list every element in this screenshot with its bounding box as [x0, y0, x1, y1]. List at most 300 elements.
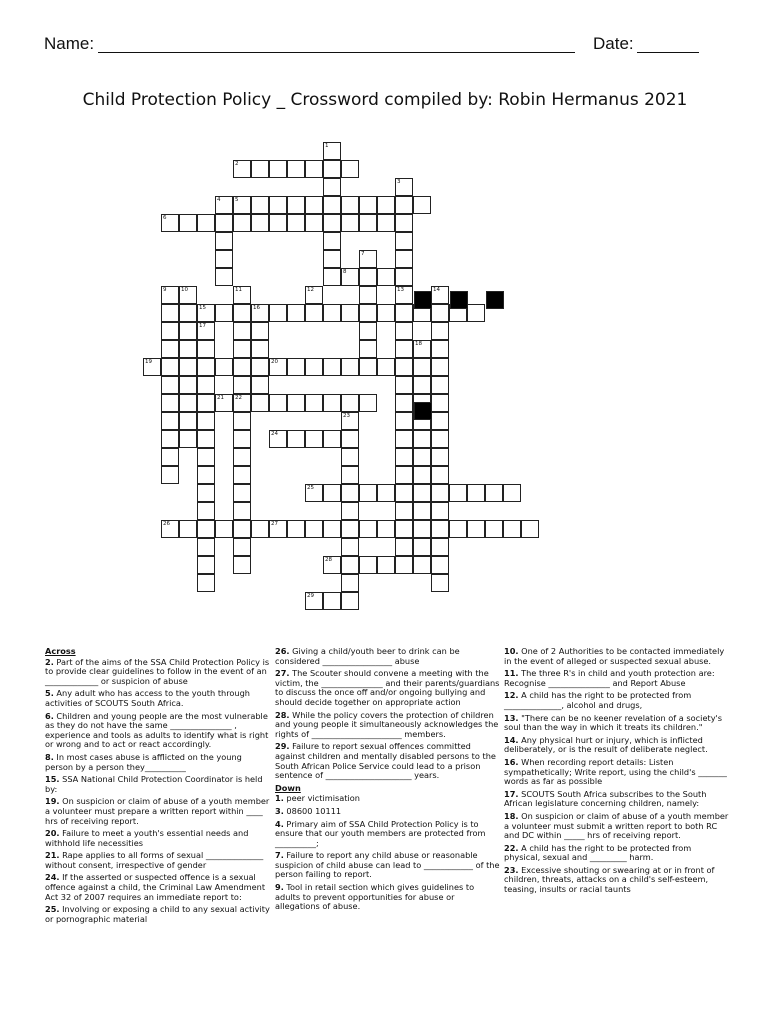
crossword-cell[interactable]: [341, 448, 359, 466]
crossword-cell[interactable]: [431, 502, 449, 520]
crossword-cell[interactable]: [341, 592, 359, 610]
crossword-cell[interactable]: [215, 304, 233, 322]
clue-item: [275, 669, 500, 707]
crossword-cell[interactable]: [305, 394, 323, 412]
clue-list: [504, 647, 729, 895]
crossword-cell[interactable]: [233, 538, 251, 556]
clue-text: If the asserted or suspected offence is a sexual offence against a child, the Criminal Law Amendment Act 32 of 2007 requires an immediate report to:: [45, 872, 266, 902]
crossword-cell[interactable]: [287, 214, 305, 232]
crossword-cell[interactable]: [431, 466, 449, 484]
clue-text: Rape applies to all forms of sexual ______________ without consent, irrespective of gender: [45, 850, 264, 870]
clue-number: 14.: [504, 734, 519, 745]
crossword-cell[interactable]: [251, 214, 269, 232]
crossword-cell[interactable]: [341, 574, 359, 592]
crossword-cell[interactable]: [449, 484, 467, 502]
crossword-cell[interactable]: [233, 520, 251, 538]
crossword-cell[interactable]: [251, 376, 269, 394]
crossword-cell[interactable]: [269, 160, 287, 178]
crossword-cell[interactable]: [323, 250, 341, 268]
cell-number: 25: [307, 485, 314, 491]
crossword-cell[interactable]: [359, 268, 377, 286]
crossword-cell[interactable]: [323, 196, 341, 214]
down-clues-column-3: [504, 647, 729, 898]
cell-number: 14: [433, 287, 440, 293]
crossword-cell[interactable]: [503, 484, 521, 502]
clue-text: On suspicion or claim of abuse of a youth member a volunteer must prepare a written report within ____ hrs of receiving report.: [45, 796, 270, 826]
crossword-cell[interactable]: [395, 340, 413, 358]
clue-item: [504, 758, 729, 787]
crossword-cell[interactable]: [323, 430, 341, 448]
crossword-cell[interactable]: [377, 304, 395, 322]
clue-number: 26.: [275, 646, 290, 656]
clue-item: [45, 689, 270, 708]
cell-number: 24: [271, 431, 278, 437]
cell-number: 11: [235, 287, 242, 293]
crossword-cell[interactable]: [431, 574, 449, 592]
crossword-cell[interactable]: [395, 502, 413, 520]
clue-text: Any adult who has access to the youth through activities of SCOUTS South Africa.: [45, 688, 250, 708]
clue-number: 21.: [45, 850, 60, 861]
crossword-cell[interactable]: [179, 358, 197, 376]
clue-number: 19.: [45, 796, 60, 807]
crossword-cell[interactable]: [413, 556, 431, 574]
crossword-cell[interactable]: [251, 196, 269, 214]
crossword-cell[interactable]: [395, 430, 413, 448]
crossword-cell[interactable]: [395, 322, 413, 340]
crossword-cell[interactable]: [341, 520, 359, 538]
crossword-cell[interactable]: [377, 520, 395, 538]
crossword-cell[interactable]: [215, 214, 233, 232]
clue-number: 23.: [504, 864, 519, 875]
crossword-cell[interactable]: [395, 214, 413, 232]
crossword-cell[interactable]: [161, 340, 179, 358]
clue-item: [504, 844, 729, 863]
crossword-cell[interactable]: [197, 214, 215, 232]
crossword-cell[interactable]: [197, 394, 215, 412]
crossword-cell[interactable]: [161, 430, 179, 448]
cell-number: 20: [271, 359, 278, 365]
clue-number: 4.: [275, 818, 284, 829]
crossword-cell[interactable]: [197, 430, 215, 448]
clue-item: [275, 807, 500, 817]
crossword-cell[interactable]: [359, 214, 377, 232]
crossword-cell[interactable]: [287, 358, 305, 376]
cell-number: 4: [217, 197, 221, 203]
crossword-cell[interactable]: [197, 340, 215, 358]
crossword-cell[interactable]: [179, 304, 197, 322]
crossword-cell[interactable]: [161, 412, 179, 430]
crossword-cell[interactable]: [485, 484, 503, 502]
cell-number: 5: [235, 197, 239, 203]
crossword-cell[interactable]: [395, 250, 413, 268]
crossword-cell[interactable]: [233, 448, 251, 466]
crossword-cell[interactable]: [413, 484, 431, 502]
crossword-cell[interactable]: [179, 412, 197, 430]
clue-number: 9.: [275, 882, 284, 893]
crossword-cell[interactable]: [431, 484, 449, 502]
cell-number: 16: [253, 305, 260, 311]
clue-item: [45, 851, 270, 870]
crossword-cell[interactable]: [305, 304, 323, 322]
clue-text: When recording report details: Listen sympathetically; Write report, using the child's _______ words as far as possible: [504, 756, 727, 787]
cell-number: 1: [325, 143, 329, 149]
crossword-cell[interactable]: [431, 538, 449, 556]
crossword-cell[interactable]: [359, 556, 377, 574]
crossword-cell[interactable]: [287, 304, 305, 322]
clue-item: [504, 691, 729, 710]
clue-item: [504, 714, 729, 733]
crossword-cell[interactable]: [197, 538, 215, 556]
clue-number: 15.: [45, 774, 60, 785]
crossword-cell[interactable]: [503, 520, 521, 538]
clue-number: 2.: [45, 656, 54, 667]
crossword-cell[interactable]: [233, 340, 251, 358]
clue-number: 13.: [504, 712, 519, 723]
clue-text: Failure to meet a youth's essential needs and withhold life necessities: [45, 828, 249, 848]
crossword-cell[interactable]: [161, 394, 179, 412]
crossword-cell[interactable]: [251, 322, 269, 340]
crossword-cell[interactable]: [413, 520, 431, 538]
clue-item: [45, 829, 270, 848]
clue-list: [275, 647, 500, 781]
crossword-cell[interactable]: [251, 394, 269, 412]
crossword-cell[interactable]: [341, 556, 359, 574]
crossword-cell[interactable]: [467, 484, 485, 502]
crossword-cell[interactable]: [395, 484, 413, 502]
crossword-cell[interactable]: [323, 178, 341, 196]
crossword-cell[interactable]: [431, 520, 449, 538]
clue-number: 25.: [45, 904, 60, 915]
cell-number: 27: [271, 521, 278, 527]
crossword-cell[interactable]: [323, 214, 341, 232]
crossword-cell[interactable]: [215, 520, 233, 538]
crossword-cell[interactable]: [377, 196, 395, 214]
crossword-cell[interactable]: [395, 520, 413, 538]
crossword-cell[interactable]: [521, 520, 539, 538]
crossword-cell[interactable]: [359, 196, 377, 214]
clue-text: SCOUTS South Africa subscribes to the South African legislature concerning children, namely:: [504, 788, 707, 809]
crossword-cell[interactable]: [323, 520, 341, 538]
clue-number: 17.: [504, 788, 519, 799]
crossword-cell[interactable]: [251, 340, 269, 358]
crossword-cell[interactable]: [431, 340, 449, 358]
crossword-cell[interactable]: [323, 484, 341, 502]
crossword-cell[interactable]: [449, 520, 467, 538]
crossword-cell[interactable]: [287, 520, 305, 538]
clue-number: 10.: [504, 646, 519, 656]
crossword-cell[interactable]: [197, 412, 215, 430]
crossword-cell[interactable]: [197, 448, 215, 466]
clue-number: 7.: [275, 850, 284, 861]
crossword-cell[interactable]: [413, 448, 431, 466]
crossword-cell[interactable]: [161, 466, 179, 484]
crossword-cell[interactable]: [413, 502, 431, 520]
black-square: [414, 291, 432, 309]
crossword-cell[interactable]: [341, 430, 359, 448]
clue-number: 6.: [45, 710, 54, 721]
crossword-cell[interactable]: [233, 502, 251, 520]
cell-number: 13: [397, 287, 404, 293]
crossword-cell[interactable]: [161, 448, 179, 466]
crossword-cell[interactable]: [233, 556, 251, 574]
crossword-cell[interactable]: [341, 502, 359, 520]
crossword-cell[interactable]: [467, 304, 485, 322]
clue-number: 8.: [45, 751, 54, 762]
clue-number: 16.: [504, 756, 519, 767]
clues-column-2: [275, 647, 500, 915]
crossword-cell[interactable]: [359, 322, 377, 340]
crossword-cell[interactable]: [197, 484, 215, 502]
clue-item: [504, 669, 729, 688]
crossword-cell[interactable]: [197, 376, 215, 394]
crossword-cell[interactable]: [251, 520, 269, 538]
crossword-cell[interactable]: [431, 412, 449, 430]
crossword-cell[interactable]: [287, 430, 305, 448]
crossword-cell[interactable]: [179, 340, 197, 358]
clue-text: On suspicion or claim of abuse of a youth member a volunteer must submit a written report to both RC and DC within _____ hrs of receiving report.: [504, 810, 729, 841]
crossword-cell[interactable]: [233, 214, 251, 232]
clue-item: [45, 712, 270, 750]
clue-item: [504, 812, 729, 841]
clue-item: [504, 790, 729, 809]
crossword-cell[interactable]: [233, 376, 251, 394]
crossword-cell[interactable]: [359, 286, 377, 304]
clue-text: A child has the right to be protected from physical, sexual and _________ harm.: [504, 842, 692, 863]
cell-number: 15: [199, 305, 206, 311]
crossword-cell[interactable]: [413, 430, 431, 448]
crossword-cell[interactable]: [179, 376, 197, 394]
crossword-cell[interactable]: [395, 304, 413, 322]
crossword-cell[interactable]: [233, 430, 251, 448]
crossword-cell[interactable]: [395, 376, 413, 394]
clue-list: [45, 658, 270, 925]
clue-number: 24.: [45, 872, 60, 883]
crossword-cell[interactable]: [341, 358, 359, 376]
clue-number: 11.: [504, 668, 519, 679]
crossword-cell[interactable]: [431, 430, 449, 448]
crossword-cell[interactable]: [197, 502, 215, 520]
clue-text: Failure to report sexual offences committed against children and mentally disabled persons to the South African Police Service could lead to a prison sentence of _____________________ years.: [275, 741, 496, 781]
crossword-cell[interactable]: [377, 484, 395, 502]
crossword-cell[interactable]: [305, 196, 323, 214]
crossword-cell[interactable]: [233, 412, 251, 430]
cell-number: 28: [325, 557, 332, 563]
clue-item: [275, 647, 500, 666]
clue-item: [45, 797, 270, 826]
crossword-cell[interactable]: [395, 466, 413, 484]
clue-text: One of 2 Authorities to be contacted immediately in the event of alleged or suspected sexual abuse.: [504, 646, 725, 666]
crossword-cell[interactable]: [197, 574, 215, 592]
crossword-cell[interactable]: [377, 358, 395, 376]
clue-item: [45, 753, 270, 772]
clue-item: [275, 742, 500, 780]
crossword-cell[interactable]: [161, 304, 179, 322]
crossword-cell[interactable]: [215, 250, 233, 268]
clue-number: 3.: [275, 805, 284, 816]
crossword-cell[interactable]: [161, 358, 179, 376]
clue-text: Excessive shouting or swearing at or in front of children, threats, attacks on a child's self-esteem, teasing, insults or racial taunts: [504, 864, 715, 895]
crossword-cell[interactable]: [395, 196, 413, 214]
crossword-cell[interactable]: [395, 358, 413, 376]
crossword-cell[interactable]: [395, 394, 413, 412]
clue-text: Failure to report any child abuse or reasonable suspicion of child abuse can lead to ____________ of the person failing to report.: [275, 850, 500, 880]
crossword-cell[interactable]: [431, 394, 449, 412]
crossword-cell[interactable]: [341, 394, 359, 412]
crossword-cell[interactable]: [395, 538, 413, 556]
clue-item: [275, 883, 500, 912]
crossword-cell[interactable]: [179, 322, 197, 340]
crossword-cell[interactable]: [323, 232, 341, 250]
crossword-cell[interactable]: [323, 394, 341, 412]
crossword-cell[interactable]: [413, 376, 431, 394]
crossword-cell[interactable]: [323, 304, 341, 322]
crossword-cell[interactable]: [431, 556, 449, 574]
crossword-cell[interactable]: [233, 322, 251, 340]
crossword-cell[interactable]: [413, 358, 431, 376]
cell-number: 9: [163, 287, 167, 293]
clue-number: 22.: [504, 842, 519, 853]
crossword-cell[interactable]: [467, 520, 485, 538]
clue-text: 08600 10111: [283, 805, 342, 816]
crossword-cell[interactable]: [341, 466, 359, 484]
cell-number: 6: [163, 215, 167, 221]
crossword-cell[interactable]: [395, 412, 413, 430]
crossword-cell[interactable]: [341, 538, 359, 556]
crossword-cell[interactable]: [305, 160, 323, 178]
crossword-cell[interactable]: [179, 520, 197, 538]
crossword-cell[interactable]: [413, 196, 431, 214]
crossword-cell[interactable]: [233, 304, 251, 322]
crossword-cell[interactable]: [179, 394, 197, 412]
black-square: [486, 291, 504, 309]
clue-text: peer victimisation: [283, 793, 360, 804]
name-label: Name:: [44, 34, 95, 53]
clue-item: [275, 711, 500, 740]
crossword-cell[interactable]: [287, 394, 305, 412]
crossword-cell[interactable]: [197, 358, 215, 376]
crossword-cell[interactable]: [233, 358, 251, 376]
crossword-cell[interactable]: [431, 358, 449, 376]
crossword-cell[interactable]: [305, 520, 323, 538]
cell-number: 26: [163, 521, 170, 527]
crossword-cell[interactable]: [233, 484, 251, 502]
crossword-cell[interactable]: [269, 196, 287, 214]
crossword-cell[interactable]: [323, 358, 341, 376]
crossword-cell[interactable]: [359, 304, 377, 322]
crossword-cell[interactable]: [269, 304, 287, 322]
crossword-cell[interactable]: [305, 430, 323, 448]
black-square: [450, 291, 468, 309]
clue-text: SSA National Child Protection Coordinator is held by:: [45, 774, 263, 794]
cell-number: 2: [235, 161, 239, 167]
clue-number: 12.: [504, 690, 519, 701]
clue-item: [45, 775, 270, 794]
crossword-cell[interactable]: [179, 214, 197, 232]
down-heading: Down: [275, 782, 301, 793]
clue-number: 20.: [45, 828, 60, 839]
crossword-cell[interactable]: [341, 484, 359, 502]
crossword-cell[interactable]: [431, 304, 449, 322]
cell-number: 29: [307, 593, 314, 599]
crossword-cell[interactable]: [323, 592, 341, 610]
crossword-cell[interactable]: [413, 538, 431, 556]
crossword-cell[interactable]: [359, 520, 377, 538]
crossword-cell[interactable]: [215, 268, 233, 286]
crossword-cell[interactable]: [287, 196, 305, 214]
cell-number: 12: [307, 287, 314, 293]
crossword-cell[interactable]: [377, 268, 395, 286]
crossword-cell[interactable]: [341, 196, 359, 214]
clue-number: 18.: [504, 810, 519, 821]
crossword-cell[interactable]: [485, 520, 503, 538]
crossword-cell[interactable]: [197, 556, 215, 574]
crossword-cell[interactable]: [359, 358, 377, 376]
crossword-cell[interactable]: [215, 358, 233, 376]
crossword-cell[interactable]: [287, 160, 305, 178]
crossword-cell[interactable]: [431, 448, 449, 466]
clue-item: [275, 794, 500, 804]
crossword-cell[interactable]: [359, 394, 377, 412]
clue-text: In most cases abuse is afflicted on the young person by a person they__________: [45, 751, 242, 772]
clue-item: [275, 851, 500, 880]
clue-item: [45, 658, 270, 687]
clue-item: [504, 736, 729, 755]
crossword-cell[interactable]: [215, 232, 233, 250]
crossword-cell[interactable]: [233, 466, 251, 484]
crossword-cell[interactable]: [395, 556, 413, 574]
crossword-cell[interactable]: [359, 340, 377, 358]
crossword-cell[interactable]: [323, 268, 341, 286]
clue-number: 29.: [275, 741, 290, 752]
crossword-cell[interactable]: [323, 160, 341, 178]
crossword-cell[interactable]: [251, 358, 269, 376]
cell-number: 3: [397, 179, 401, 185]
crossword-cell[interactable]: [395, 232, 413, 250]
across-clues-column-1: [45, 647, 270, 927]
across-heading: Across: [45, 646, 76, 656]
crossword-cell[interactable]: [341, 214, 359, 232]
crossword-cell[interactable]: [377, 556, 395, 574]
crossword-cell[interactable]: [161, 376, 179, 394]
crossword-cell[interactable]: [269, 394, 287, 412]
crossword-cell[interactable]: [341, 304, 359, 322]
clue-number: 5.: [45, 688, 54, 699]
clue-number: 28.: [275, 709, 290, 720]
crossword-cell[interactable]: [161, 322, 179, 340]
crossword-cell[interactable]: [395, 448, 413, 466]
clue-number: 1.: [275, 793, 284, 804]
cell-number: 8: [343, 269, 347, 275]
crossword-cell[interactable]: [305, 358, 323, 376]
crossword-cell[interactable]: [359, 484, 377, 502]
crossword-cell[interactable]: [269, 214, 287, 232]
crossword-cell[interactable]: [395, 268, 413, 286]
crossword-cell[interactable]: [413, 466, 431, 484]
crossword-cell[interactable]: [197, 520, 215, 538]
clue-text: A child has the right to be protected from ______________, alcohol and drugs,: [504, 690, 692, 710]
crossword-cell[interactable]: [377, 214, 395, 232]
clue-item: [504, 866, 729, 895]
crossword-cell[interactable]: [431, 376, 449, 394]
crossword-cell[interactable]: [251, 160, 269, 178]
crossword-cell[interactable]: [341, 160, 359, 178]
crossword-cell[interactable]: [179, 430, 197, 448]
clue-text: Involving or exposing a child to any sexual activity or pornographic material: [45, 904, 270, 924]
crossword-cell[interactable]: [197, 466, 215, 484]
crossword-cell[interactable]: [305, 214, 323, 232]
clue-text: The Scouter should convene a meeting with the victim, the _______________ and their parents/guardians to discuss the once off and/or ongoing bullying and should decide together on appropriate action: [275, 668, 500, 707]
crossword-cell[interactable]: [431, 322, 449, 340]
